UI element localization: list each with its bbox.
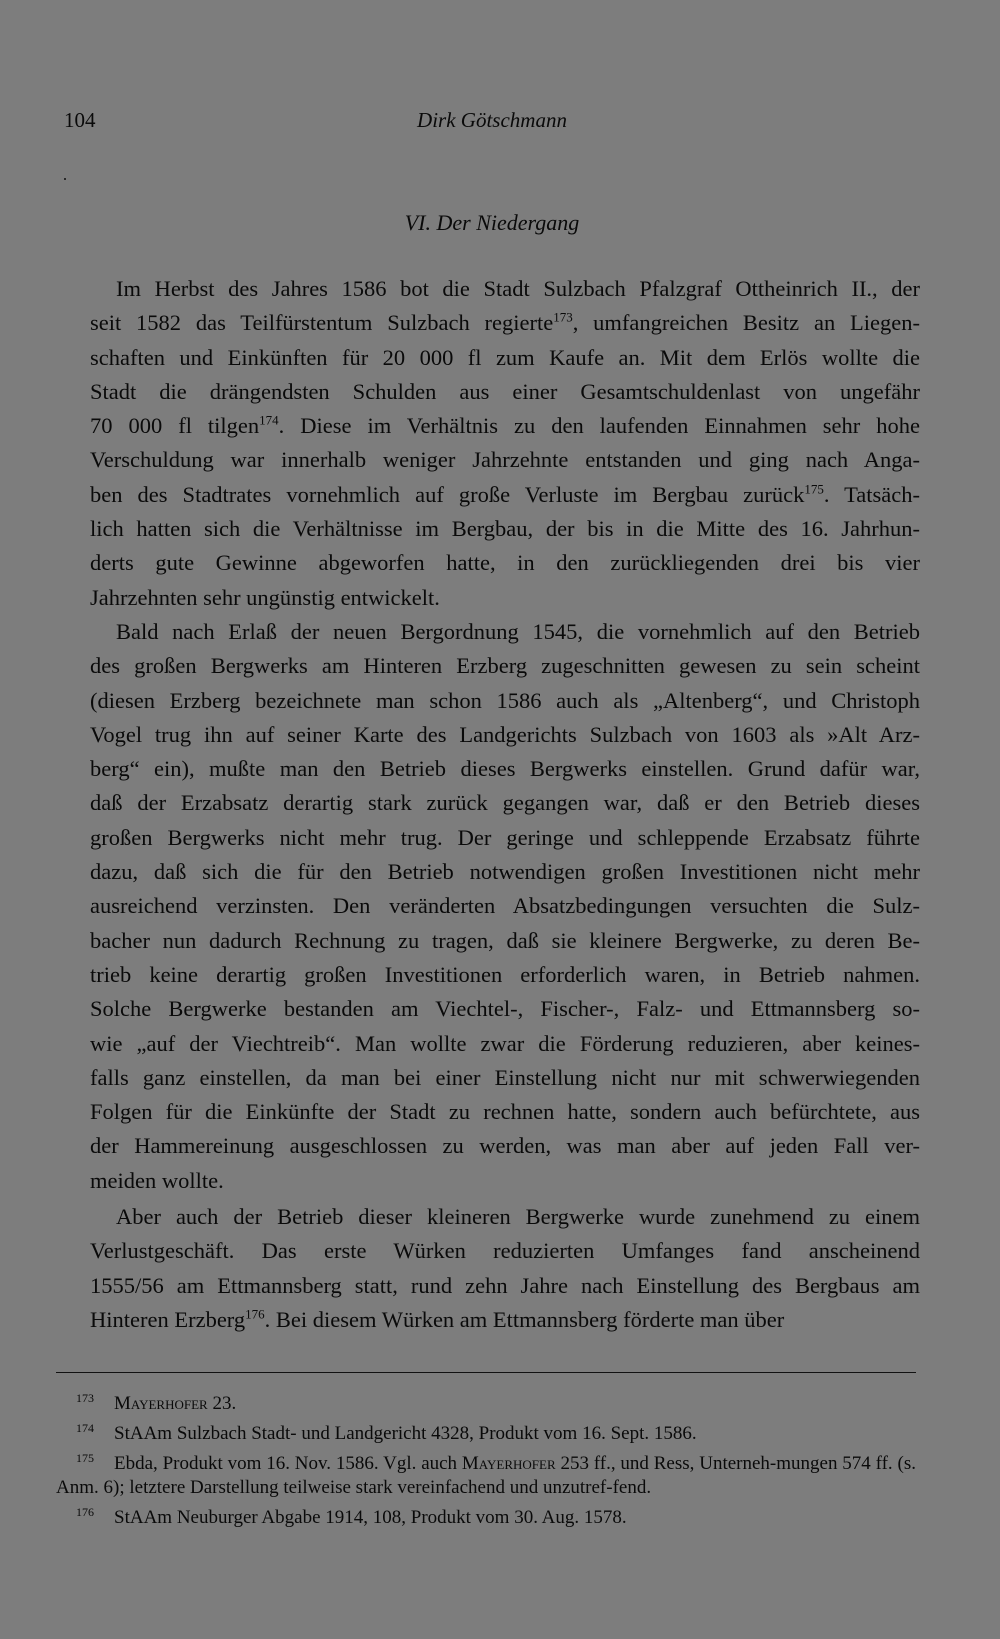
page-number: 104 <box>64 108 96 132</box>
footnote-text: StAAm Sulzbach Stadt- und Landgericht 4328, Produkt vom 16. Sept. 1586. <box>114 1423 697 1444</box>
text-line <box>64 1303 920 1337</box>
text-line <box>64 684 920 718</box>
text-line <box>64 478 920 512</box>
text-line <box>64 581 920 615</box>
scan-speck <box>64 178 66 180</box>
line-text-continued: . Tatsäch- <box>823 481 920 507</box>
text-line <box>64 649 920 683</box>
text-line <box>64 1129 920 1163</box>
line-text: derts gute Gewinne abgeworfen hatte, in den zurückliegenden drei bis vier <box>90 550 920 576</box>
line-text: seit 1582 das Teilfürstentum Sulzbach regierte <box>90 310 554 336</box>
line-text: falls ganz einstellen, da man bei einer Einstellung nicht nur mit schwerwiegenden <box>90 1064 920 1090</box>
text-line <box>64 1027 920 1061</box>
line-text: 70 000 fl tilgen <box>90 413 260 439</box>
footnotes <box>56 1392 916 1536</box>
footnote-text: StAAm Neuburger Abgabe 1914, 108, Produkt vom 30. Aug. 1578. <box>114 1507 627 1528</box>
footnote-reference[interactable]: 175 <box>804 481 824 497</box>
footnote: 174 StAAm Sulzbach Stadt- und Landgericht 4328, Produkt vom 16. Sept. 1586. <box>76 1420 697 1444</box>
line-text: Folgen für die Einkünfte der Stadt zu rechnen hatte, sondern auch befürchtete, aus <box>90 1099 920 1125</box>
line-text: trieb keine derartig großen Investitionen erforderlich waren, in Betrieb nahmen. <box>90 961 920 987</box>
text-line <box>64 1234 920 1268</box>
line-text: Verschuldung war innerhalb weniger Jahrzehnte entstanden und ging nach Anga- <box>90 447 920 473</box>
footnote-author: Mayerhofer <box>114 1393 208 1414</box>
footnote: 175 Ebda, Produkt vom 16. Nov. 1586. Vgl. auch Mayerhofer 253 ff., und Ress, Unterneh-mungen 574 ff. (s. Anm. 6); letztere Darstellung teilweise stark vereinfachend und unzutref-fend. <box>56 1450 916 1498</box>
text-line <box>64 1095 920 1129</box>
footnote-text: 23. <box>207 1393 237 1414</box>
line-text: berg“ ein), mußte man den Betrieb dieses Bergwerks einstellen. Grund dafür war, <box>90 756 920 782</box>
text-line <box>64 786 920 820</box>
footnote-reference[interactable]: 174 <box>259 412 279 428</box>
line-text: meiden wollte. <box>90 1167 224 1193</box>
text-line <box>64 546 920 580</box>
footnote-reference[interactable]: 173 <box>553 309 573 325</box>
line-text: Bald nach Erlaß der neuen Bergordnung 1545, die vornehmlich auf den Betrieb <box>116 618 920 644</box>
line-text-continued: . Diese im Verhältnis zu den laufenden Einnahmen sehr hohe <box>278 413 920 439</box>
line-text: Verlustgeschäft. Das erste Würken reduzierten Umfanges fand anscheinend <box>90 1238 920 1264</box>
body-text <box>64 272 920 1337</box>
text-line <box>64 958 920 992</box>
line-text: der Hammereinung ausgeschlossen zu werden, was man aber auf jeden Fall ver- <box>90 1133 920 1159</box>
text-line <box>64 855 920 889</box>
line-text: des großen Bergwerks am Hinteren Erzberg zugeschnitten gewesen zu sein scheint <box>90 653 920 679</box>
line-text: großen Bergwerks nicht mehr trug. Der geringe und schleppende Erzabsatz führte <box>90 824 920 850</box>
line-text-continued: , umfangreichen Besitz an Liegen- <box>572 310 920 336</box>
line-text: (diesen Erzberg bezeichnete man schon 1586 auch als „Altenberg“, und Christoph <box>90 687 920 713</box>
text-line <box>64 1200 920 1234</box>
line-text: daß der Erzabsatz derartig stark zurück gegangen war, daß er den Betrieb dieses <box>90 790 920 816</box>
line-text: 1555/56 am Ettmannsberg statt, rund zehn Jahre nach Einstellung des Bergbaus am <box>90 1272 920 1298</box>
paragraph <box>64 615 920 1198</box>
line-text: lich hatten sich die Verhältnisse im Bergbau, der bis in die Mitte des 16. Jahrhun- <box>90 516 920 542</box>
text-line <box>64 752 920 786</box>
line-text: Vogel trug ihn auf seiner Karte des Landgerichts Sulzbach von 1603 als »Alt Arz- <box>90 721 920 747</box>
text-line <box>64 718 920 752</box>
text-line <box>64 272 920 306</box>
text-line <box>64 1061 920 1095</box>
text-line <box>64 306 920 340</box>
text-line <box>64 1269 920 1303</box>
footnote-rule <box>56 1372 916 1373</box>
text-line <box>64 821 920 855</box>
line-text: schaften und Einkünften für 20 000 fl zum Kaufe an. Mit dem Erlös wollte die <box>90 344 920 370</box>
footnote-text: Ebda, Produkt vom 16. Nov. 1586. Vgl. auch <box>114 1453 462 1474</box>
footnote-text: 253 ff., und Ress, Unterneh-mungen 574 ff. (s. Anm. 6); letztere Darstellung teilweise stark vereinfachend und unzutref-fend. <box>56 1453 916 1498</box>
footnote: 173 Mayerhofer 23. <box>76 1390 237 1414</box>
text-line <box>64 341 920 375</box>
text-line <box>64 992 920 1026</box>
paragraph <box>64 272 920 615</box>
text-line <box>64 889 920 923</box>
line-text-continued: . Bei diesem Würken am Ettmannsberg förderte man über <box>264 1306 785 1332</box>
line-text: Hinteren Erzberg <box>90 1306 246 1332</box>
text-line <box>64 512 920 546</box>
footnote-reference[interactable]: 176 <box>245 1306 265 1322</box>
paragraph <box>64 1200 920 1337</box>
text-line <box>64 924 920 958</box>
footnote-author: Mayerhofer <box>461 1453 556 1474</box>
footnote: 176 StAAm Neuburger Abgabe 1914, 108, Produkt vom 30. Aug. 1578. <box>76 1504 627 1528</box>
text-line <box>64 409 920 443</box>
text-line <box>64 375 920 409</box>
line-text: ben des Stadtrates vornehmlich auf große Verluste im Bergbau zurück <box>90 481 805 507</box>
text-line <box>64 1164 920 1198</box>
text-line <box>64 443 920 477</box>
line-text: dazu, daß sich die für den Betrieb notwendigen großen Investitionen nicht mehr <box>90 859 920 885</box>
line-text: wie „auf der Viechtreib“. Man wollte zwar die Förderung reduzieren, aber keines- <box>90 1030 920 1056</box>
section-heading: VI. Der Niedergang <box>404 210 580 235</box>
line-text: Aber auch der Betrieb dieser kleineren Bergwerke wurde zunehmend zu einem <box>116 1204 920 1230</box>
line-text: Im Herbst des Jahres 1586 bot die Stadt Sulzbach Pfalzgraf Ottheinrich II., der <box>116 276 920 301</box>
page-header <box>64 108 920 138</box>
line-text: bacher nun dadurch Rechnung zu tragen, daß sie kleinere Bergwerke, zu deren Be- <box>90 927 920 953</box>
running-head-author: Dirk Götschmann <box>417 108 567 132</box>
text-line <box>64 615 920 649</box>
line-text: ausreichend verzinsten. Den veränderten Absatzbedingungen versuchten die Sulz- <box>90 893 920 919</box>
line-text: Jahrzehnten sehr ungünstig entwickelt. <box>90 584 440 610</box>
line-text: Stadt die drängendsten Schulden aus einer Gesamtschuldenlast von ungefähr <box>90 378 920 404</box>
line-text: Solche Bergwerke bestanden am Viechtel-, Fischer-, Falz- und Ettmannsberg so- <box>90 996 920 1022</box>
